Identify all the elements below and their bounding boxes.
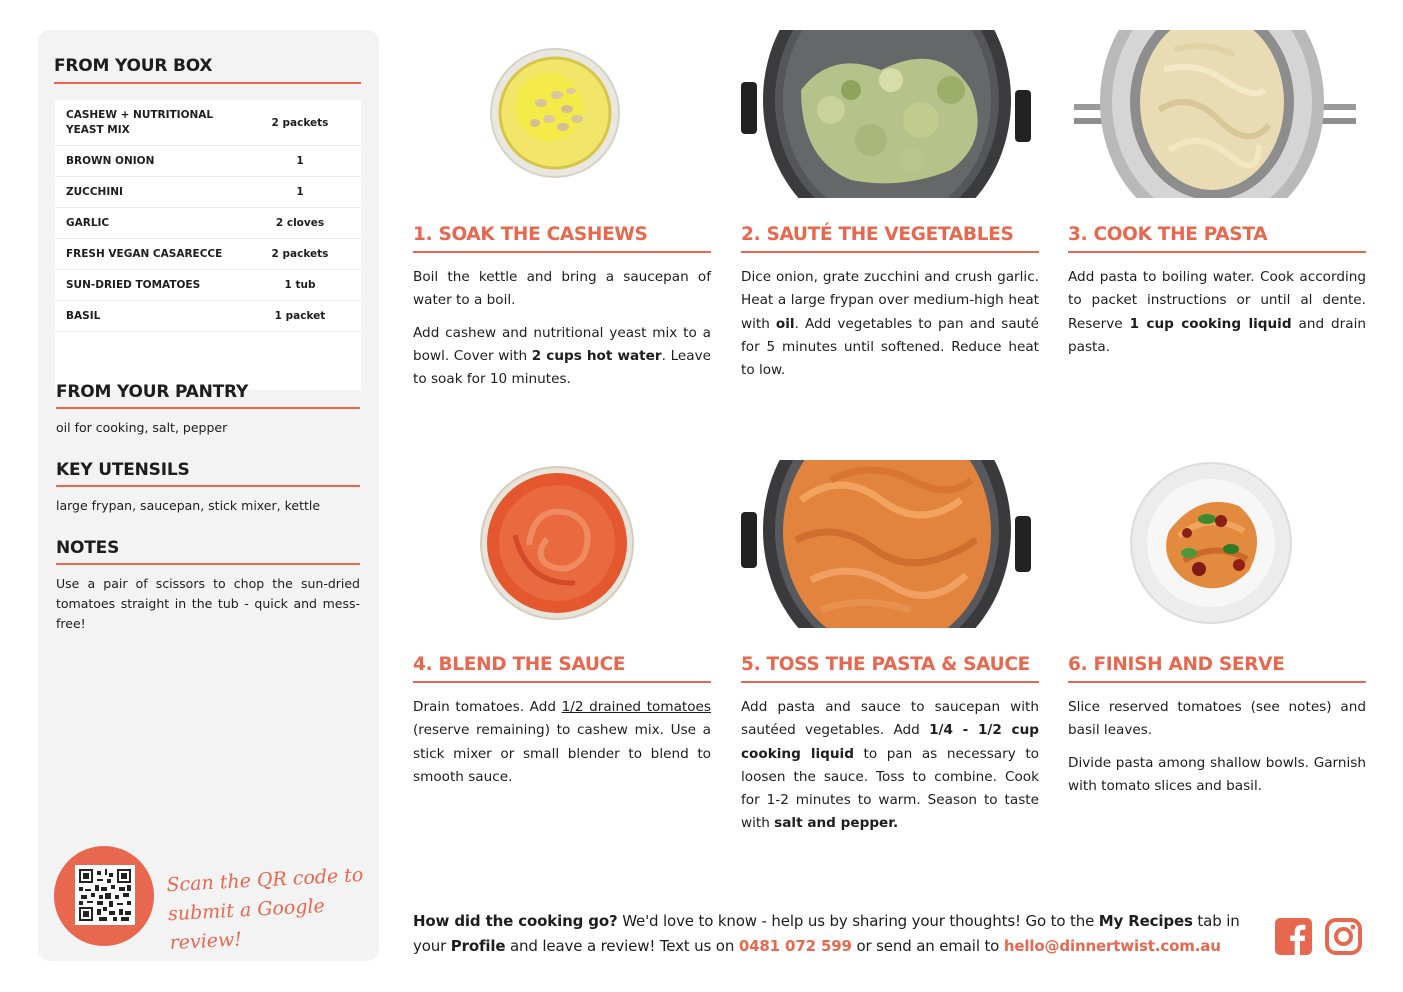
qr-line-2: submit a Google review! <box>167 895 326 955</box>
step-5-body <box>741 696 1039 836</box>
step-2-image <box>741 30 1038 202</box>
step-5-text: Add pasta and sauce to saucepan with sautéed vegetables. Add 1/4 - 1/2 cup cooking liquid to pan as necessary to loosen the sauce. Toss to combine. Cook for 1-2 minutes to warm. Season to taste with salt and pepper. <box>741 699 1039 832</box>
ingredient-row <box>55 270 361 301</box>
step-6-text-1: Slice reserved tomatoes (see notes) and basil leaves. <box>1068 699 1366 739</box>
step-6-image <box>1129 461 1293 629</box>
ingredient-qty: 2 packets <box>271 248 329 260</box>
qr-code-icon[interactable] <box>75 865 135 925</box>
ingredient-qty: 1 <box>296 155 304 167</box>
pantry-text: oil for cooking, salt, pepper <box>56 420 228 435</box>
step-1-text-2: Add cashew and nutritional yeast mix to a bowl. Cover with 2 cups hot water. Leave to soak for 10 minutes. <box>413 324 712 388</box>
step-1-title: 1. SOAK THE CASHEWS <box>413 224 711 253</box>
phone-link[interactable]: 0481 072 599 <box>738 937 852 955</box>
step-1-body <box>413 266 711 391</box>
email-link[interactable]: hello@dinnertwist.com.au <box>1003 937 1221 955</box>
qr-line-1: Scan the QR code to <box>166 863 364 897</box>
step-4-title: 4. BLEND THE SAUCE <box>413 654 711 683</box>
step-1-image <box>489 47 621 183</box>
ingredient-row <box>55 100 361 146</box>
step-5-image <box>741 460 1038 632</box>
step-5-title: 5. TOSS THE PASTA & SAUCE <box>741 654 1039 683</box>
ingredient-qty: 2 cloves <box>275 217 325 229</box>
ingredient-qty: 1 <box>296 186 304 198</box>
step-3-body <box>1068 266 1366 359</box>
ingredient-qty: 1 tub <box>284 279 316 291</box>
ingredient-name: SUN-DRIED TOMATOES <box>66 278 201 291</box>
ingredient-name: CASHEW + NUTRITIONAL YEAST MIX <box>66 108 214 136</box>
pantry-section <box>56 382 360 438</box>
utensils-section <box>56 460 360 516</box>
ingredients-table <box>55 100 361 390</box>
qr-badge[interactable] <box>54 846 154 946</box>
step-1-text-1: Boil the kettle and bring a saucepan of water to a boil. <box>413 269 711 309</box>
notes-title: NOTES <box>56 538 360 565</box>
ingredient-row <box>55 208 361 239</box>
facebook-icon[interactable] <box>1275 918 1312 955</box>
step-2-body <box>741 266 1039 382</box>
ingredient-name: BROWN ONION <box>66 154 155 167</box>
ingredient-row <box>55 301 361 332</box>
utensils-text: large frypan, saucepan, stick mixer, kettle <box>56 498 321 513</box>
box-title: FROM YOUR BOX <box>54 56 361 84</box>
qr-call-to-action <box>166 861 370 958</box>
step-6-body <box>1068 696 1366 798</box>
instagram-icon[interactable] <box>1325 918 1362 955</box>
ingredient-qty: 2 packets <box>271 116 329 129</box>
step-2-title: 2. SAUTÉ THE VEGETABLES <box>741 224 1039 253</box>
step-2-text: Dice onion, grate zucchini and crush garlic. Heat a large frypan over medium-high heat with oil. Add vegetables to pan and sauté for 5 minutes until softened. Reduce heat to low. <box>741 269 1039 379</box>
sidebar <box>38 30 379 961</box>
pantry-title: FROM YOUR PANTRY <box>56 382 360 409</box>
step-6-text-2: Divide pasta among shallow bowls. Garnish with tomato slices and basil. <box>1068 754 1366 794</box>
footer-question: How did the cooking go? <box>413 912 618 930</box>
review-footer: How did the cooking go? We'd love to know - help us by sharing your thoughts! Go to the My Recipes tab in your Profile and leave a review! Text us on 0481 072 599 or send an email to hello@dinnertwist.com.au <box>413 912 1240 955</box>
ingredient-name: GARLIC <box>66 216 110 229</box>
step-3-text: Add pasta to boiling water. Cook according to packet instructions or until al dente. Reserve 1 cup cooking liquid and drain pasta. <box>1068 269 1366 355</box>
step-4-image <box>479 465 635 625</box>
step-3-image <box>1074 30 1356 202</box>
notes-text: Use a pair of scissors to chop the sun-dried tomatoes straight in the tub - quick and mess-free! <box>56 576 360 631</box>
ingredient-name: ZUCCHINI <box>66 185 123 198</box>
step-3-title: 3. COOK THE PASTA <box>1068 224 1366 253</box>
ingredient-name: BASIL <box>66 309 101 322</box>
notes-section <box>56 538 360 634</box>
ingredient-qty: 1 packet <box>274 310 326 322</box>
ingredient-row <box>55 146 361 177</box>
step-4-text: Drain tomatoes. Add 1/2 drained tomatoes (reserve remaining) to cashew mix. Use a stick mixer or small blender to blend to smooth sauce. <box>413 699 712 785</box>
ingredient-row <box>55 177 361 208</box>
step-6-title: 6. FINISH AND SERVE <box>1068 654 1366 683</box>
utensils-title: KEY UTENSILS <box>56 460 360 487</box>
ingredient-name: FRESH VEGAN CASARECCE <box>66 247 223 260</box>
ingredient-row <box>55 239 361 270</box>
step-4-body <box>413 696 711 789</box>
